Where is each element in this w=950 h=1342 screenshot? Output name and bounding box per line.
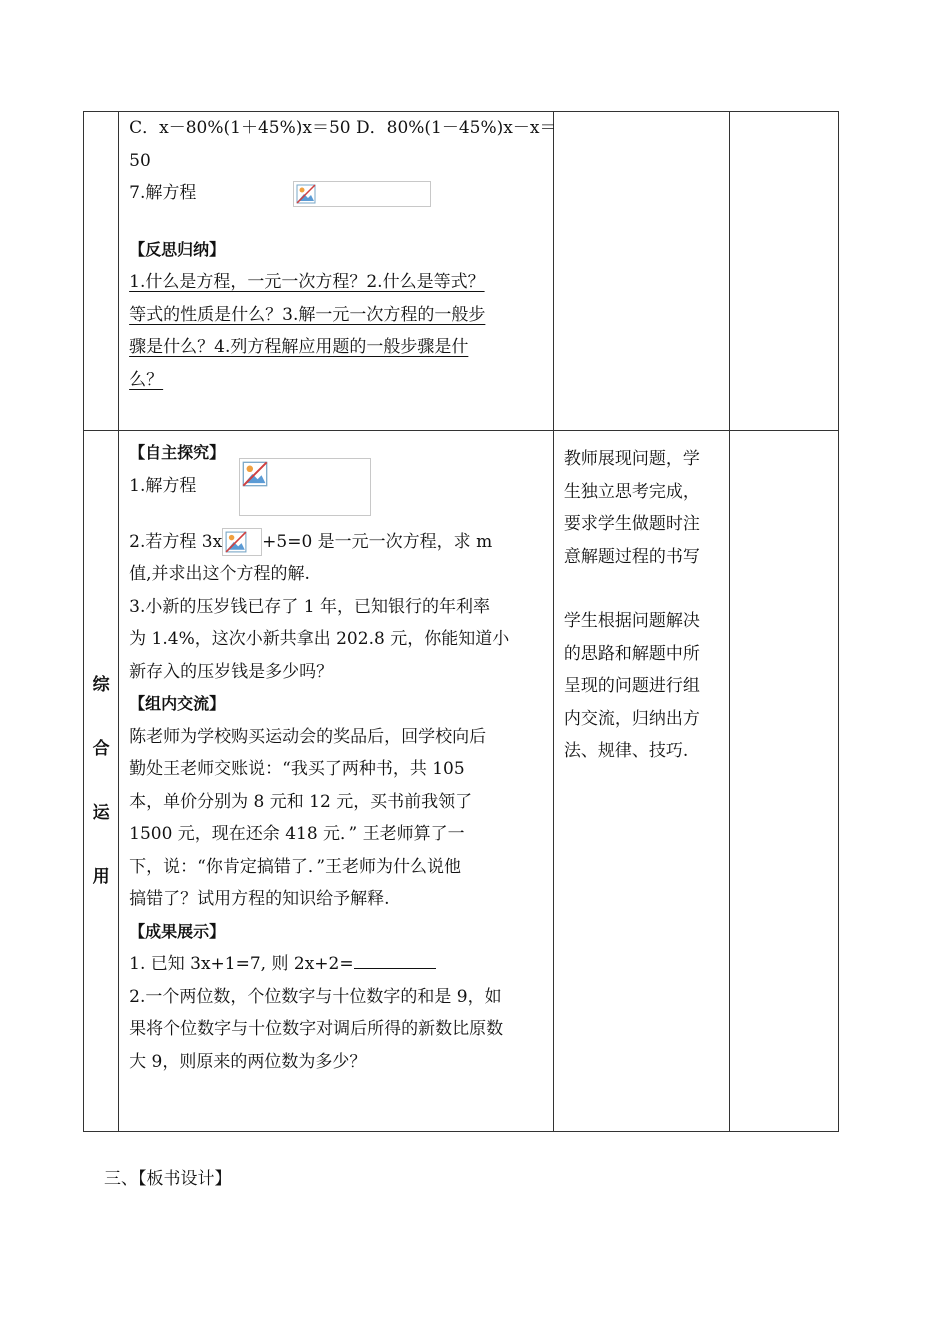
- notes-cell-empty: [729, 431, 838, 1132]
- section-label-char: 用: [92, 867, 110, 887]
- student-text: 内交流，归纳出方: [563, 708, 700, 729]
- table-row: [84, 431, 839, 1132]
- question-7-label: 7.解方程: [129, 183, 197, 203]
- section-label-char: 运: [92, 803, 110, 823]
- answer-blank: [354, 950, 436, 969]
- option-line: C．x－80%(1＋45%)x＝50 D．80%(1－45%)x－x＝: [129, 118, 557, 138]
- student-text: 呈现的问题进行组: [563, 676, 700, 696]
- section-label: [84, 431, 119, 1132]
- teacher-cell-empty: [553, 112, 729, 431]
- result-q2: 果将个位数字与十位数字对调后所得的新数比原数: [129, 1019, 504, 1039]
- explore-q3: 新存入的压岁钱是多少吗？: [129, 661, 334, 682]
- broken-image-icon: [222, 528, 262, 556]
- result-q1: [129, 948, 543, 981]
- explore-q2-suffix: +5=0 是一元一次方程，求 m: [262, 531, 493, 552]
- student-text: 的思路和解题中所: [563, 643, 700, 664]
- group-text: 陈老师为学校购买运动会的奖品后，回学校向后: [129, 726, 487, 747]
- lesson-table: [83, 111, 839, 1132]
- question-7: [129, 177, 543, 210]
- teacher-text: 要求学生做题时注: [563, 514, 700, 534]
- group-text: 搞错了？试用方程的知识给予解释.: [129, 889, 390, 909]
- student-text: 学生根据问题解决: [563, 611, 700, 631]
- explore-q1: [129, 470, 543, 526]
- result-q2: 2.一个两位数，个位数字与十位数字的和是 9，如: [129, 986, 502, 1007]
- explore-q2-prefix: 2.若方程 3x: [129, 531, 223, 552]
- broken-image-icon: [293, 181, 431, 207]
- explore-q2: [129, 526, 543, 559]
- reflect-text: 骤是什么？4.列方程解应用题的一般步骤是什: [129, 337, 469, 357]
- explore-q1-label: 1.解方程: [129, 475, 197, 496]
- notes-cell-empty: [729, 112, 838, 431]
- teacher-activity-cell: [553, 431, 729, 1132]
- reflect-text: 么？: [129, 369, 164, 390]
- teacher-text: 生独立思考完成，: [563, 481, 700, 502]
- explore-q3: 3.小新的压岁钱已存了 1 年，已知银行的年利率: [129, 596, 490, 617]
- teacher-text: 教师展现问题，学: [563, 449, 700, 469]
- option-line-cont: 50: [129, 150, 151, 171]
- result-heading: 【成果展示】: [129, 921, 226, 941]
- group-heading: 【组内交流】: [129, 694, 226, 713]
- explore-q2-cont: 值,并求出这个方程的解.: [129, 564, 310, 584]
- section-title-board-design: 三、【板书设计】: [104, 1169, 232, 1189]
- group-text: 下，说：“你肯定搞错了．”王老师为什么说他: [129, 856, 462, 877]
- content-cell: [119, 431, 554, 1132]
- reflect-heading: 【反思归纳】: [129, 239, 226, 259]
- group-text: 1500 元，现在还余 418 元．” 王老师算了一: [129, 824, 465, 844]
- group-text: 勤处王老师交账说：“我买了两种书，共 105: [129, 759, 465, 779]
- table-row: [84, 112, 839, 431]
- section-label-char: 合: [92, 739, 110, 759]
- reflect-text: 等式的性质是什么？3.解一元一次方程的一般步: [129, 304, 486, 325]
- content-cell: [119, 112, 557, 431]
- teacher-text: 意解题过程的书写: [563, 546, 700, 567]
- group-text: 本，单价分别为 8 元和 12 元，买书前我领了: [129, 791, 473, 812]
- side-cell-empty: [84, 112, 119, 431]
- broken-image-icon: [239, 458, 371, 516]
- explore-q3: 为 1.4%，这次小新共拿出 202.8 元，你能知道小: [129, 629, 510, 649]
- reflect-text: 1.什么是方程，一元一次方程？2.什么是等式？: [129, 272, 485, 292]
- section-label-char: 综: [92, 675, 110, 695]
- explore-heading: 【自主探究】: [129, 443, 226, 462]
- result-q2: 大 9，则原来的两位数为多少？: [129, 1051, 367, 1072]
- student-text: 法、规律、技巧.: [563, 741, 689, 761]
- result-q1-text: 1. 已知 3x+1=7, 则 2x+2=: [129, 954, 354, 974]
